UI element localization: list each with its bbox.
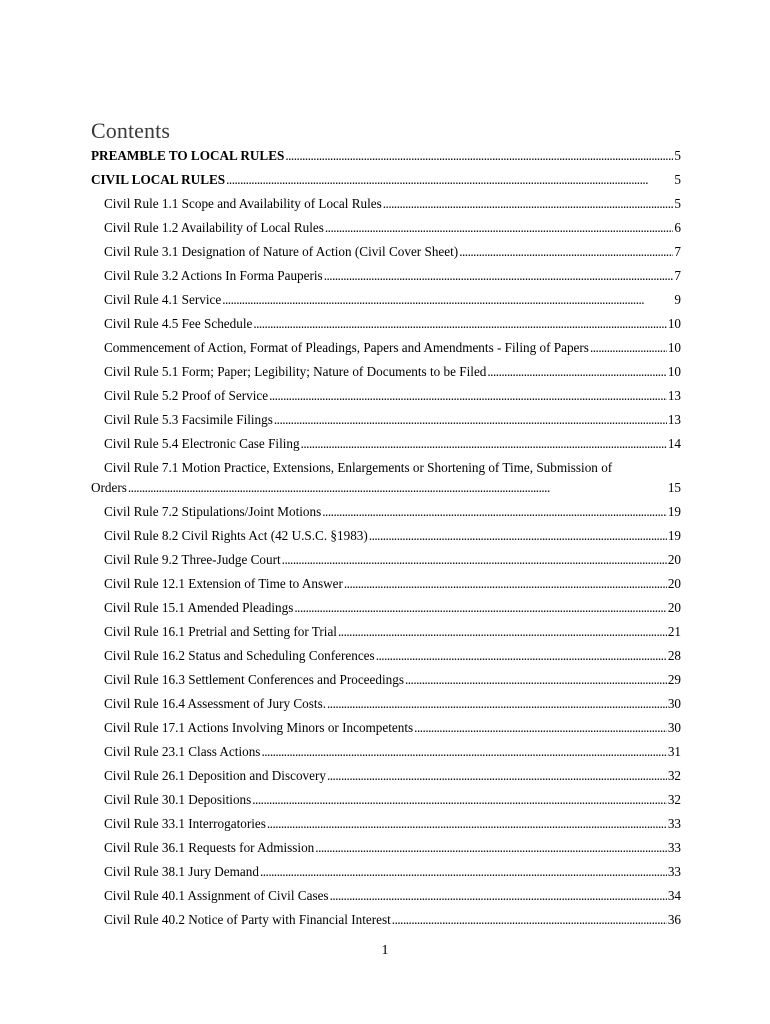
toc-entry[interactable]	[91, 244, 681, 268]
toc-entry-page: 33	[667, 816, 681, 831]
toc-entry-title: Civil Rule 4.5 Fee Schedule	[104, 316, 253, 331]
leader-dots	[294, 600, 666, 616]
toc-entry[interactable]	[91, 196, 681, 220]
toc-entry[interactable]	[91, 340, 681, 364]
leader-dots	[325, 220, 674, 236]
leader-dots	[376, 648, 667, 664]
leader-dots	[282, 552, 667, 568]
table-of-contents	[91, 148, 681, 936]
toc-entry-title: Civil Rule 1.2 Availability of Local Rules	[104, 220, 324, 235]
toc-entry[interactable]	[91, 316, 681, 340]
toc-entry-title: Civil Rule 16.3 Settlement Conferences and Proceedings	[104, 672, 404, 687]
toc-entry-title: Civil Rule 30.1 Depositions	[104, 792, 252, 807]
toc-entry-title: Civil Rule 3.1 Designation of Nature of Action (Civil Cover Sheet)	[104, 244, 459, 259]
leader-dots	[344, 576, 667, 592]
toc-entry-page: 32	[667, 768, 681, 783]
toc-entry-page: 19	[667, 504, 681, 519]
leader-dots	[269, 388, 667, 404]
toc-entry-page: 7	[674, 268, 681, 283]
toc-entry-title: Civil Rule 26.1 Deposition and Discovery	[104, 768, 326, 783]
leader-dots	[383, 196, 674, 212]
toc-entry[interactable]	[91, 268, 681, 292]
toc-entry-page: 20	[667, 576, 681, 591]
toc-entry-title: Civil Rule 1.1 Scope and Availability of Local Rules	[104, 196, 382, 211]
contents-heading: Contents	[91, 118, 171, 143]
leader-dots	[324, 268, 674, 284]
leader-dots	[322, 504, 667, 520]
toc-entry[interactable]	[91, 792, 681, 816]
toc-entry-title: Civil Rule 33.1 Interrogatories	[104, 816, 266, 831]
toc-entry-page: 36	[667, 912, 681, 927]
toc-entry-title: Civil Rule 4.1 Service	[104, 292, 222, 307]
toc-entry[interactable]	[91, 576, 681, 600]
leader-dots	[315, 840, 667, 856]
toc-entry[interactable]	[91, 696, 681, 720]
toc-entry[interactable]	[91, 648, 681, 672]
leader-dots	[274, 412, 667, 428]
toc-entry-page: 10	[667, 316, 681, 331]
toc-entry-title: Civil Rule 5.3 Facsimile Filings	[104, 412, 273, 427]
leader-dots	[338, 624, 667, 640]
toc-entry-title: Civil Rule 5.2 Proof of Service	[104, 388, 269, 403]
leader-dots	[285, 148, 673, 164]
toc-entry[interactable]	[91, 744, 681, 768]
toc-entry[interactable]	[91, 552, 681, 576]
toc-entry[interactable]	[91, 364, 681, 388]
toc-entry-title: Civil Rule 7.1 Motion Practice, Extensions, Enlargements or Shortening of Time, Submission of	[104, 460, 613, 475]
toc-entry-page: 34	[667, 888, 681, 903]
leader-dots	[487, 364, 666, 380]
toc-entry-title: Civil Rule 8.2 Civil Rights Act (42 U.S.C. §1983)	[104, 528, 368, 543]
toc-entry[interactable]	[91, 888, 681, 912]
toc-entry-page: 20	[667, 600, 681, 615]
toc-entry[interactable]	[91, 412, 681, 436]
toc-entry-page: 9	[674, 292, 681, 307]
toc-entry-page: 5	[674, 172, 681, 187]
toc-entry-page: 10	[667, 364, 681, 379]
toc-entry[interactable]	[91, 600, 681, 624]
toc-entry-page: 10	[667, 340, 681, 355]
toc-entry-page: 28	[667, 648, 681, 663]
leader-dots	[253, 316, 666, 332]
toc-entry-title: Civil Rule 7.2 Stipulations/Joint Motions	[104, 504, 322, 519]
toc-entry-page: 31	[667, 744, 681, 759]
leader-dots	[590, 340, 667, 356]
toc-entry[interactable]	[91, 460, 681, 504]
leader-dots	[405, 672, 667, 688]
toc-entry-page: 33	[667, 840, 681, 855]
toc-entry-title: CIVIL LOCAL RULES	[91, 172, 226, 187]
toc-entry[interactable]	[91, 864, 681, 888]
toc-entry-title: Civil Rule 38.1 Jury Demand	[104, 864, 259, 879]
toc-entry-title: Civil Rule 40.1 Assignment of Civil Cases	[104, 888, 329, 903]
leader-dots	[327, 768, 667, 784]
toc-entry-page: 30	[667, 696, 681, 711]
toc-entry[interactable]	[91, 172, 681, 196]
toc-entry[interactable]	[91, 672, 681, 696]
toc-entry[interactable]	[91, 624, 681, 648]
toc-entry[interactable]	[91, 840, 681, 864]
toc-entry[interactable]	[91, 720, 681, 744]
toc-entry-title: Civil Rule 9.2 Three-Judge Court	[104, 552, 281, 567]
toc-entry[interactable]	[91, 504, 681, 528]
toc-entry-page: 15	[667, 480, 681, 495]
leader-dots	[459, 244, 673, 260]
toc-entry-title: Civil Rule 16.2 Status and Scheduling Conferences	[104, 648, 375, 663]
leader-dots	[392, 912, 667, 928]
leader-dots	[369, 528, 667, 544]
leader-dots	[222, 292, 673, 308]
toc-entry-title: Civil Rule 23.1 Class Actions	[104, 744, 261, 759]
toc-entry-page: 13	[667, 388, 681, 403]
leader-dots	[226, 172, 673, 188]
toc-entry-title: Civil Rule 40.2 Notice of Party with Financial Interest	[104, 912, 391, 927]
toc-entry-title: Civil Rule 5.1 Form; Paper; Legibility; Nature of Documents to be Filed	[104, 364, 487, 379]
toc-entry-title: Civil Rule 16.4 Assessment of Jury Costs.	[104, 696, 327, 711]
toc-entry-title: Civil Rule 5.4 Electronic Case Filing	[104, 436, 300, 451]
page-number: 1	[381, 943, 389, 958]
toc-entry-title-continued: Orders	[91, 480, 127, 495]
leader-dots	[330, 888, 667, 904]
toc-entry[interactable]	[91, 436, 681, 460]
toc-entry-title: Civil Rule 15.1 Amended Pleadings	[104, 600, 294, 615]
toc-entry-page: 20	[667, 552, 681, 567]
leader-dots	[252, 792, 667, 808]
toc-entry-page: 13	[667, 412, 681, 427]
toc-entry-page: 14	[667, 436, 681, 451]
toc-entry[interactable]	[91, 768, 681, 792]
toc-entry-page: 6	[674, 220, 681, 235]
leader-dots	[414, 720, 667, 736]
toc-entry-page: 5	[674, 148, 681, 163]
toc-entry-page: 7	[674, 244, 681, 259]
leader-dots	[301, 436, 667, 452]
toc-entry-page: 5	[674, 196, 681, 211]
leader-dots	[267, 816, 667, 832]
toc-entry-page: 32	[667, 792, 681, 807]
toc-entry[interactable]	[91, 220, 681, 244]
toc-entry[interactable]	[91, 388, 681, 412]
toc-entry[interactable]	[91, 816, 681, 840]
toc-entry-title: Civil Rule 16.1 Pretrial and Setting for Trial	[104, 624, 337, 639]
toc-entry-page: 29	[667, 672, 681, 687]
toc-entry[interactable]	[91, 912, 681, 936]
toc-entry-title: Civil Rule 12.1 Extension of Time to Answer	[104, 576, 343, 591]
toc-entry[interactable]	[91, 148, 681, 172]
toc-entry-title: Commencement of Action, Format of Pleadings, Papers and Amendments - Filing of Papers	[104, 340, 589, 355]
toc-entry-page: 33	[667, 864, 681, 879]
toc-entry-title: Civil Rule 36.1 Requests for Admission	[104, 840, 315, 855]
toc-entry-title: Civil Rule 3.2 Actions In Forma Pauperis	[104, 268, 323, 283]
toc-entry-title: PREAMBLE TO LOCAL RULES	[91, 148, 285, 163]
toc-entry[interactable]	[91, 528, 681, 552]
leader-dots	[327, 696, 667, 712]
toc-entry-title: Civil Rule 17.1 Actions Involving Minors or Incompetents	[104, 720, 414, 735]
toc-entry-page: 30	[667, 720, 681, 735]
toc-entry-page: 19	[667, 528, 681, 543]
leader-dots	[260, 864, 667, 880]
toc-entry[interactable]	[91, 292, 681, 316]
toc-entry-page: 21	[667, 624, 681, 639]
leader-dots	[128, 480, 667, 496]
leader-dots	[261, 744, 666, 760]
